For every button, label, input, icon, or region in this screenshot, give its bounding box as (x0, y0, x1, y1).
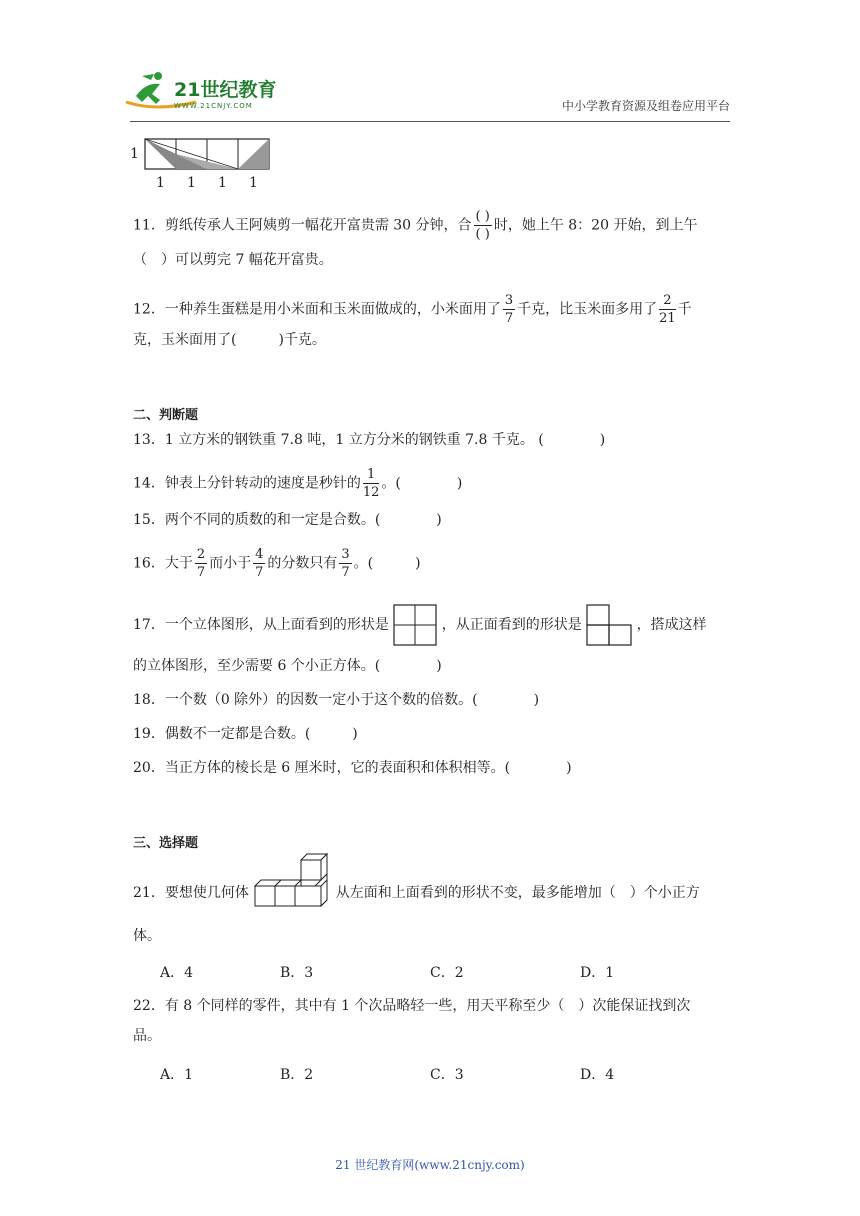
question-11-line1: 11．剪纸传承人王阿姨剪一幅花开富贵需 30 分钟，合 $\frac{( )}{( )}$ 时，她上午 8：20 开始，到上午 (133, 209, 698, 242)
q21-option-a: A．4 (160, 965, 194, 981)
question-12-line1: 12．一种养生蛋糕是用小米面和玉米面做成的，小米面用了 $\frac{3}{7}$ 千克，比玉米面多用了 $\frac{2}{21}$ 千 (133, 293, 692, 326)
q21-option-c: C．2 (430, 965, 464, 981)
logo (122, 68, 292, 114)
platform-title: 中小学教育资源及组卷应用平台 (561, 99, 730, 113)
footer-link[interactable]: 21 世纪教育网(www.21cnjy.com) (335, 1158, 525, 1172)
question-17-line1: 17．一个立体图形，从上面看到的形状是 ，从正面看到的形状是 ，搭成这样 (133, 604, 707, 646)
question-14: 14．钟表上分针转动的速度是秒针的 $\frac{1}{12}$ 。( ) (133, 467, 463, 500)
section-choice-title: 三、选择题 (133, 836, 199, 851)
top-view-figure (393, 604, 437, 646)
q21-option-b: B．3 (280, 965, 314, 981)
question-22-line2: 品。 (133, 1028, 161, 1044)
q21-option-d: D．1 (580, 965, 615, 981)
runner-logo-icon (122, 68, 292, 114)
svg-text:21世纪教育: 21世纪教育 (174, 79, 277, 101)
figure-left-label: 1 (130, 146, 139, 162)
svg-text:WWW.21CNJY.COM: WWW.21CNJY.COM (174, 102, 253, 110)
header-divider (130, 121, 730, 122)
cube-solid-figure (253, 852, 331, 910)
front-view-figure (586, 604, 632, 646)
question-22-line1: 22．有 8 个同样的零件，其中有 1 个次品略轻一些，用天平称至少（ ）次能保证找到次 (133, 998, 691, 1014)
section-judgement-title: 二、判断题 (133, 408, 199, 423)
question-13: 13．1 立方米的钢铁重 7.8 吨，1 立方分米的钢铁重 7.8 千克。 ( ) (133, 432, 606, 448)
question-11-line2: （ ）可以剪完 7 幅花开富贵。 (133, 252, 333, 268)
q11-fraction: $\frac{( )}{( )}$ (475, 209, 490, 242)
question-15: 15．两个不同的质数的和一定是合数。( ) (133, 512, 442, 528)
question-21-line1: 21．要想使几何体 从左面和上面看到的形状不变，最多能增加（ ）个小正方 (133, 876, 700, 910)
question-20: 20．当正方体的棱长是 6 厘米时，它的表面积和体积相等。( ) (133, 760, 572, 776)
question-21-line2: 体。 (133, 928, 161, 944)
question-19: 19．偶数不一定都是合数。( ) (133, 726, 358, 742)
question-12-line2: 克，玉米面用了( )千克。 (133, 332, 326, 348)
fraction-strip-figure (144, 138, 270, 170)
q22-option-c: C．3 (430, 1067, 464, 1083)
question-16: 16．大于 $\frac{2}{7}$ 而小于 $\frac{4}{7}$ 的分数只有 $\frac{3}{7}$ 。( ) (133, 547, 421, 580)
question-18: 18．一个数（0 除外）的因数一定小于这个数的倍数。( ) (133, 692, 540, 708)
q22-option-d: D．4 (580, 1067, 615, 1083)
q22-option-b: B．2 (280, 1067, 314, 1083)
q22-option-a: A．1 (160, 1067, 194, 1083)
question-17-line2: 的立体图形，至少需要 6 个小正方体。( ) (133, 658, 442, 674)
